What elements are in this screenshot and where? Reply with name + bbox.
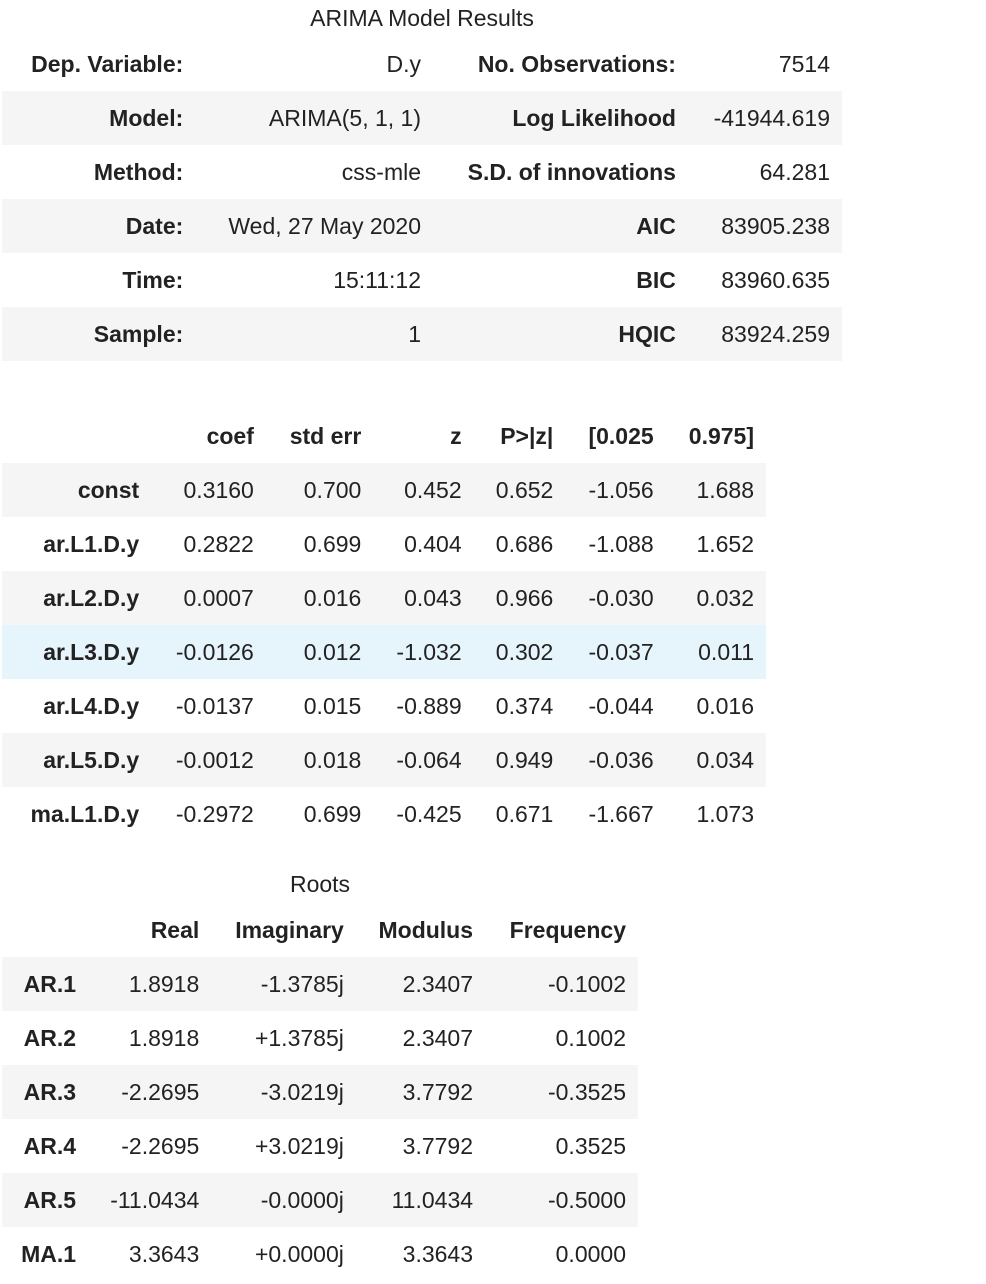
roots-table [2,903,638,1281]
table-row [2,1119,638,1173]
cell: 3.3643 [402,1241,474,1267]
cell: 0.452 [373,463,473,517]
summary-value: css-mle [341,159,422,185]
cell: -0.064 [373,733,473,787]
cell: 3.7792 [402,1133,474,1159]
column-header: coef [206,423,254,449]
table-row [2,91,842,145]
table-row [2,1227,638,1281]
summary-value: 1 [195,307,433,361]
cell: 0.016 [266,571,373,625]
summary-title: ARIMA Model Results [310,5,534,31]
cell: 3.7792 [356,1065,485,1119]
summary-value: 64.281 [759,159,830,185]
column-header: 0.975] [688,423,754,449]
summary-label: Dep. Variable: [31,51,184,77]
row-label: ar.L1.D.y [43,531,140,557]
cell: 0.015 [303,693,362,719]
table-row-hovered [2,625,766,679]
cell: -2.2695 [121,1133,200,1159]
column-header: Real [150,917,200,943]
summary-label: Date: [2,199,195,253]
cell: 0.699 [303,531,362,557]
cell: -0.036 [565,733,665,787]
cell: -3.0219j [211,1065,356,1119]
summary-value: -41944.619 [688,91,842,145]
cell: +3.0219j [254,1133,344,1159]
cell: -1.3785j [211,957,356,1011]
cell: -0.0126 [151,625,266,679]
cell: 1.8918 [88,957,211,1011]
cell: 0.966 [474,571,566,625]
cell: 0.3525 [555,1133,626,1159]
table-row [2,733,766,787]
cell: -0.5000 [485,1173,638,1227]
summary-label: BIC [636,267,676,293]
cell: 0.2822 [183,531,254,557]
cell: 0.374 [495,693,554,719]
cell: 0.699 [303,801,362,827]
column-header: Frequency [509,917,626,943]
cell: -0.0012 [151,733,266,787]
table-row [2,37,842,91]
cell: -11.0434 [88,1173,211,1227]
table-row [2,253,842,307]
cell: 0.3160 [151,463,266,517]
table-row [2,1173,638,1227]
table-row [2,517,766,571]
summary-value: D.y [386,51,422,77]
row-label: ar.L2.D.y [2,571,151,625]
cell: 0.700 [266,463,373,517]
column-header: [0.025 [588,423,654,449]
roots-title: Roots [289,871,351,897]
row-label: AR.4 [23,1133,77,1159]
cell: -0.889 [396,693,462,719]
table-header-row [2,409,766,463]
cell: 0.302 [474,625,566,679]
table-row [2,1011,638,1065]
cell: -0.425 [396,801,462,827]
summary-label: S.D. of innovations [467,159,676,185]
table-row [2,199,842,253]
summary-value: 15:11:12 [333,267,422,293]
cell: 3.3643 [128,1241,200,1267]
row-label: AR.5 [2,1173,88,1227]
cell: 0.034 [666,733,766,787]
cell: -0.037 [565,625,665,679]
cell: 1.8918 [128,1025,200,1051]
table-row [2,145,842,199]
cell: 11.0434 [356,1173,485,1227]
column-header: P>|z| [500,423,554,449]
summary-value: ARIMA(5, 1, 1) [195,91,433,145]
column-header: std err [289,423,362,449]
summary-value: 7514 [778,51,830,77]
summary-value: 83960.635 [721,267,830,293]
coef-table [2,409,766,841]
cell: -0.0137 [175,693,254,719]
cell: 0.032 [666,571,766,625]
table-row [2,463,766,517]
cell: 2.3407 [356,957,485,1011]
cell: -1.667 [588,801,654,827]
row-label: ar.L3.D.y [2,625,151,679]
cell: 0.671 [495,801,554,827]
column-header: Imaginary [235,917,344,943]
cell: -0.3525 [485,1065,638,1119]
cell: 0.652 [474,463,566,517]
cell: 1.688 [666,463,766,517]
summary-label: AIC [433,199,688,253]
cell: 0.011 [666,625,766,679]
row-label: const [2,463,151,517]
table-row [2,307,842,361]
row-label: ar.L4.D.y [43,693,140,719]
row-label: ma.L1.D.y [30,801,140,827]
table-row [2,787,766,841]
column-header [2,903,88,957]
cell: 0.1002 [555,1025,626,1051]
summary-table [2,37,842,361]
cell: 0.686 [495,531,554,557]
summary-value: Wed, 27 May 2020 [195,199,433,253]
cell: +1.3785j [254,1025,344,1051]
cell: -0.0000j [211,1173,356,1227]
cell: 1.073 [696,801,754,827]
summary-value: 83905.238 [688,199,842,253]
row-label: MA.1 [21,1241,77,1267]
table-row [2,679,766,733]
row-label: ar.L5.D.y [2,733,151,787]
row-label: AR.2 [23,1025,77,1051]
table-row [2,957,638,1011]
cell: -0.030 [565,571,665,625]
cell: 2.3407 [402,1025,474,1051]
cell: 0.404 [404,531,462,557]
column-header: z [450,423,462,449]
cell: 0.0007 [151,571,266,625]
summary-label: Time: [122,267,184,293]
cell: 0.949 [474,733,566,787]
cell: +0.0000j [254,1241,344,1267]
cell: 0.0000 [555,1241,626,1267]
summary-label: No. Observations: [477,51,676,77]
cell: -0.044 [588,693,654,719]
cell: -0.2972 [175,801,254,827]
column-header [2,409,151,463]
cell: 0.012 [266,625,373,679]
summary-value: 83924.259 [688,307,842,361]
cell: -1.056 [565,463,665,517]
summary-label: Model: [2,91,195,145]
table-row [2,1065,638,1119]
row-label: AR.1 [2,957,88,1011]
summary-label: HQIC [433,307,688,361]
summary-label: Method: [93,159,184,185]
cell: 0.018 [266,733,373,787]
cell: 0.043 [373,571,473,625]
column-header: Modulus [378,917,474,943]
table-row [2,571,766,625]
cell: 1.652 [696,531,754,557]
cell: -1.088 [588,531,654,557]
summary-label: Log Likelihood [433,91,688,145]
row-label: AR.3 [2,1065,88,1119]
cell: -2.2695 [88,1065,211,1119]
cell: -1.032 [373,625,473,679]
summary-label: Sample: [2,307,195,361]
cell: -0.1002 [485,957,638,1011]
cell: 0.016 [696,693,754,719]
table-header-row [2,903,638,957]
